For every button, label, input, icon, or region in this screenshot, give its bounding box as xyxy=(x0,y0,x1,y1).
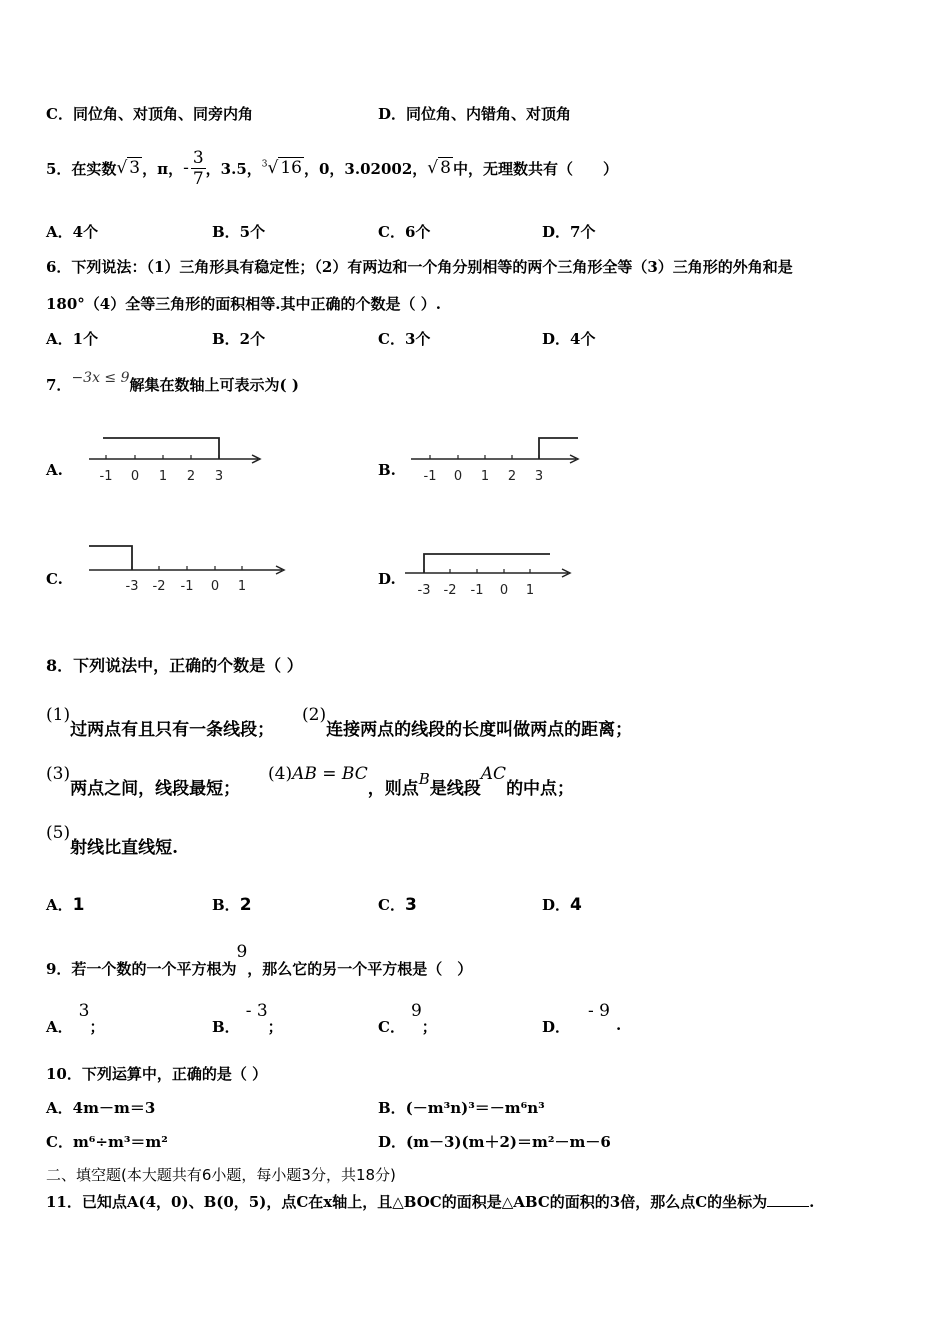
tick-a-3: 2 xyxy=(186,469,196,484)
q10-option-c: C．m⁶÷m³＝m² xyxy=(46,1133,168,1151)
s1-number: (1) xyxy=(46,705,71,725)
tick-d-1: -2 xyxy=(443,583,457,598)
answer-blank xyxy=(767,1206,809,1207)
q5-pi: ，π， xyxy=(142,159,184,178)
s4-mid2: 是线段 xyxy=(429,779,481,799)
s3-text: 两点之间，线段最短； xyxy=(70,779,241,799)
q7-label-c: C. xyxy=(46,570,63,588)
q9-prefix: 9．若一个数的一个平方根为 xyxy=(46,960,237,978)
tick-d-4: 1 xyxy=(525,583,535,598)
q7-suffix: 解集在数轴上可表示为( ) xyxy=(129,376,299,394)
s5-number: (5) xyxy=(46,823,71,843)
q6-line2: 180°（4）全等三角形的面积相等.其中正确的个数是（ ）. xyxy=(46,295,441,313)
q10-option-a: A．4m－m＝3 xyxy=(46,1099,156,1117)
q5-mid2: ，0，3.02002， xyxy=(304,159,428,178)
q8-option-c: C．3 xyxy=(378,895,417,915)
q5-mid: ，3.5， xyxy=(205,159,262,178)
tick-d-0: -3 xyxy=(417,583,431,598)
q9-stem xyxy=(46,942,472,979)
q8-statement-5 xyxy=(46,823,178,858)
tick-d-3: 0 xyxy=(499,583,509,598)
q9-option-d: D． - 9 . xyxy=(542,1001,622,1036)
s4-expression: AB = BC xyxy=(292,764,368,784)
tick-c-0: -3 xyxy=(125,579,139,594)
q8-option-a: A．1 xyxy=(46,895,85,915)
s5-text: 射线比直线短. xyxy=(70,838,179,858)
q8-option-d: D．4 xyxy=(542,895,582,915)
q8-option-b: B．2 xyxy=(212,895,252,915)
number-line-b xyxy=(408,432,588,490)
q8-statement-3 xyxy=(46,764,240,799)
q7-stem xyxy=(46,370,299,395)
q9-suffix: ，那么它的另一个平方根是（ ） xyxy=(247,960,473,978)
tick-b-3: 2 xyxy=(507,469,517,484)
q8-statement-1 xyxy=(46,705,274,740)
q5-suffix: 中，无理数共有（ ） xyxy=(452,159,618,178)
q5-option-c: C．6个 xyxy=(378,223,431,241)
tick-a-2: 1 xyxy=(158,469,168,484)
sqrt-3: √ 3 xyxy=(116,158,141,178)
q9-option-a: A． 3 ； xyxy=(46,1001,105,1036)
s4-point-b: B xyxy=(418,770,430,788)
q6-option-a: A．1个 xyxy=(46,330,99,348)
q4-option-c: C．同位角、对顶角、同旁内角 xyxy=(46,105,253,123)
q5-stem xyxy=(46,138,618,198)
tick-a-4: 3 xyxy=(214,469,224,484)
tick-b-1: 0 xyxy=(453,469,463,484)
q8-stem: 8．下列说法中，正确的个数是（ ） xyxy=(46,656,303,675)
tick-b-0: -1 xyxy=(423,469,437,484)
tick-d-2: -1 xyxy=(470,583,484,598)
s1-text: 过两点有且只有一条线段； xyxy=(70,720,275,740)
tick-b-4: 3 xyxy=(534,469,544,484)
q7-label-d: D. xyxy=(378,570,396,588)
q5-prefix: 5．在实数 xyxy=(46,159,117,178)
s4-segment-ac: AC xyxy=(480,764,507,784)
cbrt-16: $^3$√ 16 xyxy=(261,158,302,178)
q10-option-b: B．(－m³n)³＝－m⁶n³ xyxy=(378,1099,545,1117)
q6-line1: 6．下列说法：（1）三角形具有稳定性；（2）有两边和一个角分别相等的两个三角形全等（3）三角形的外角和是 xyxy=(46,258,793,276)
q9-value: 9 xyxy=(236,942,248,962)
frac-sign: - xyxy=(183,158,189,178)
q7-prefix: 7． xyxy=(46,376,72,394)
q5-option-d: D．7个 xyxy=(542,223,596,241)
q5-option-a: A．4个 xyxy=(46,223,99,241)
section-2-heading: 二、填空题(本大题共有6小题，每小题3分，共18分) xyxy=(46,1166,396,1184)
q7-label-b: B. xyxy=(378,461,396,479)
q7-label-a: A. xyxy=(46,461,63,479)
number-line-d xyxy=(402,545,577,603)
tick-c-2: -1 xyxy=(180,579,194,594)
number-line-a xyxy=(86,432,266,490)
tick-b-2: 1 xyxy=(480,469,490,484)
s4-number: (4) xyxy=(268,764,293,784)
number-line-c xyxy=(86,540,291,598)
tick-c-1: -2 xyxy=(152,579,166,594)
q5-option-b: B．5个 xyxy=(212,223,266,241)
q6-option-b: B．2个 xyxy=(212,330,266,348)
s4-end: 的中点； xyxy=(506,779,575,799)
q7-inequality: −3x ≤ 9 xyxy=(71,370,130,386)
fraction-3-7: $\frac{3}{7}$ xyxy=(192,147,204,189)
s4-mid: ，则点 xyxy=(367,779,419,799)
tick-c-3: 0 xyxy=(210,579,220,594)
q4-option-d: D．同位角、内错角、对顶角 xyxy=(378,105,572,123)
sqrt-8: √ 8 xyxy=(427,158,451,178)
s2-number: (2) xyxy=(302,705,327,725)
tick-c-4: 1 xyxy=(237,579,247,594)
q10-stem: 10．下列运算中，正确的是（ ） xyxy=(46,1065,268,1083)
s2-text: 连接两点的线段的长度叫做两点的距离； xyxy=(326,720,633,740)
s3-number: (3) xyxy=(46,764,71,784)
q10-option-d: D．(m－3)(m＋2)＝m²－m－6 xyxy=(378,1133,611,1151)
q6-option-d: D．4个 xyxy=(542,330,596,348)
q11-stem: 11．已知点A(4，0)、B(0，5)，点C在x轴上，且△BOC的面积是△ABC的面积的3倍，那么点C的坐标为 . xyxy=(46,1193,815,1211)
tick-a-1: 0 xyxy=(130,469,140,484)
q8-statement-2 xyxy=(302,705,632,740)
q6-option-c: C．3个 xyxy=(378,330,431,348)
q9-option-c: C． 9 ； xyxy=(378,1001,437,1036)
tick-a-0: -1 xyxy=(99,469,113,484)
q8-statement-4 xyxy=(268,764,574,799)
q9-option-b: B． - 3 ； xyxy=(212,1001,283,1036)
